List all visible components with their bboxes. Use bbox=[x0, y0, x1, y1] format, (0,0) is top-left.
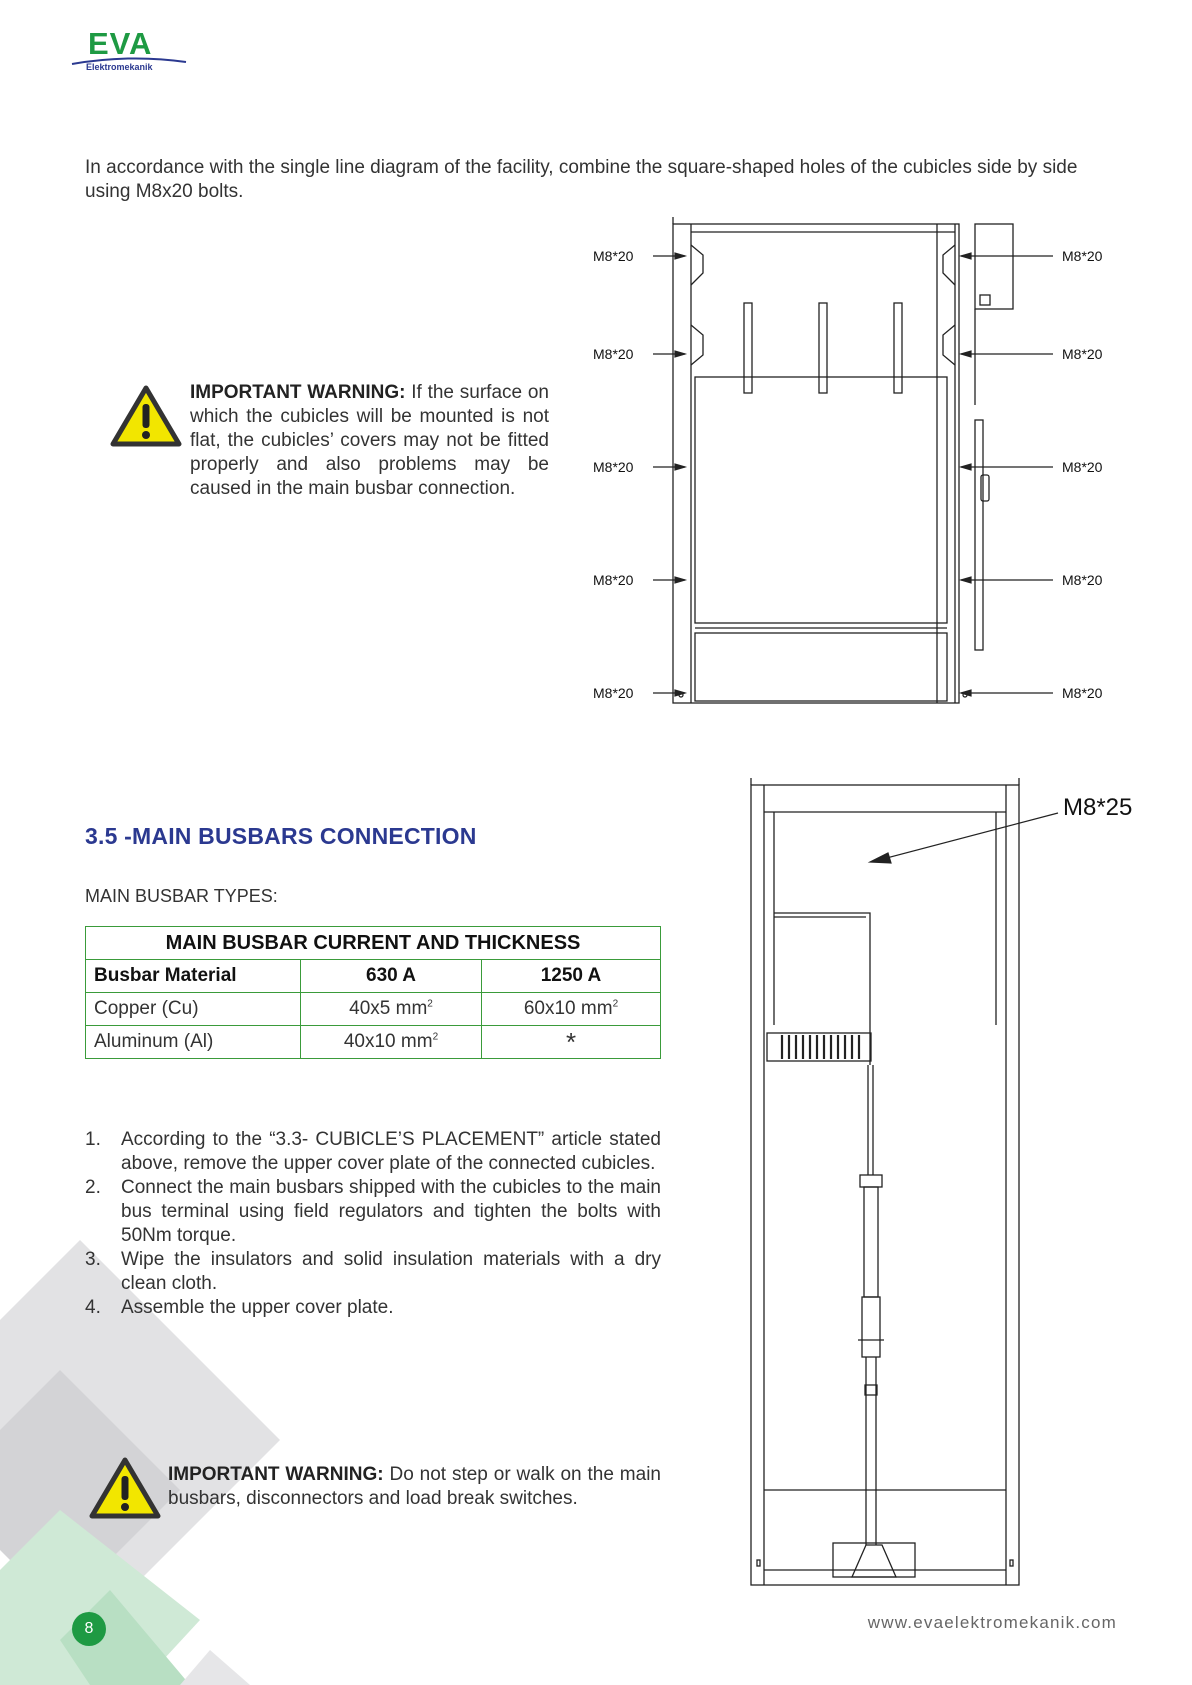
bolt-label-left: M8*20 bbox=[593, 685, 634, 701]
table-header-row bbox=[86, 960, 661, 993]
value-cell: 40x5 $mm^2$ bbox=[301, 993, 482, 1026]
instruction-steps bbox=[85, 1128, 661, 1320]
column-header: 630 A bbox=[301, 960, 482, 993]
value-cell: * bbox=[482, 1026, 661, 1059]
bolt-label-right: M8*20 bbox=[1062, 459, 1103, 475]
value-cell: 60x10 $mm^2$ bbox=[482, 993, 661, 1026]
table-row bbox=[86, 1026, 661, 1059]
intro-paragraph: In accordance with the single line diagram of the facility, combine the square-shaped holes of the cubicles side by side using M8x20 bolts. bbox=[85, 157, 1078, 202]
page-number: 8 bbox=[72, 1612, 106, 1646]
warning-body: If the surface on which the cubicles will be mounted is not flat, the cubicles’ covers may not be fitted properly and also problems may be caused in the main busbar connection. bbox=[190, 382, 549, 499]
column-header: 1250 A bbox=[482, 960, 661, 993]
warning-icon bbox=[110, 384, 182, 448]
cubicle-bolt-diagram bbox=[585, 215, 1115, 715]
bolt-label-right: M8*20 bbox=[1062, 346, 1103, 362]
company-logo bbox=[70, 26, 190, 76]
material-cell: Aluminum (Al) bbox=[86, 1026, 301, 1059]
list-item: 4. Assemble the upper cover plate. bbox=[85, 1297, 394, 1318]
table-title-row bbox=[86, 927, 661, 960]
logo-word: EVA bbox=[88, 26, 153, 61]
warning-label: IMPORTANT WARNING: bbox=[168, 1464, 384, 1485]
warning-label: IMPORTANT WARNING: bbox=[190, 382, 406, 403]
warning-body: Do not step or walk on the main busbars, disconnectors and load break switches. bbox=[168, 1464, 661, 1509]
bolt-label-right: M8*20 bbox=[1062, 685, 1103, 701]
busbar-connection-diagram bbox=[740, 775, 1160, 1595]
website-url: www.evaelektromekanik.com bbox=[867, 1613, 1117, 1632]
bolt-label-right: M8*20 bbox=[1062, 572, 1103, 588]
table-title: MAIN BUSBAR CURRENT AND THICKNESS bbox=[86, 927, 661, 960]
value-cell: 40x10 $mm^2$ bbox=[301, 1026, 482, 1059]
section-title: 3.5 -MAIN BUSBARS CONNECTION bbox=[85, 823, 477, 849]
busbar-types-label: MAIN BUSBAR TYPES: bbox=[85, 886, 278, 906]
bolt-label-left: M8*20 bbox=[593, 248, 634, 264]
warning-message bbox=[168, 1463, 661, 1511]
warning-icon bbox=[89, 1456, 161, 1520]
bolt-label-left: M8*20 bbox=[593, 346, 634, 362]
table-row bbox=[86, 993, 661, 1026]
busbar-table bbox=[85, 926, 661, 1059]
bolt-label-left: M8*20 bbox=[593, 572, 634, 588]
bolt-label-left: M8*20 bbox=[593, 459, 634, 475]
column-header: Busbar Material bbox=[86, 960, 301, 993]
warning-message bbox=[190, 381, 549, 501]
list-item: 1. According to the “3.3- CUBICLE’S PLACEMENT” article stated above, remove the upper cover plate of the connected cubicles. bbox=[85, 1129, 661, 1174]
bolt-label-right: M8*20 bbox=[1062, 248, 1103, 264]
list-item: 2. Connect the main busbars shipped with the cubicles to the main bus terminal using field regulators and tighten the bolts with 50Nm torque. bbox=[85, 1177, 661, 1246]
list-item: 3. Wipe the insulators and solid insulation materials with a dry clean cloth. bbox=[85, 1249, 661, 1294]
logo-subtitle: Elektromekanik bbox=[86, 62, 153, 72]
bolt-label: M8*25 bbox=[1063, 794, 1133, 821]
material-cell: Copper (Cu) bbox=[86, 993, 301, 1026]
